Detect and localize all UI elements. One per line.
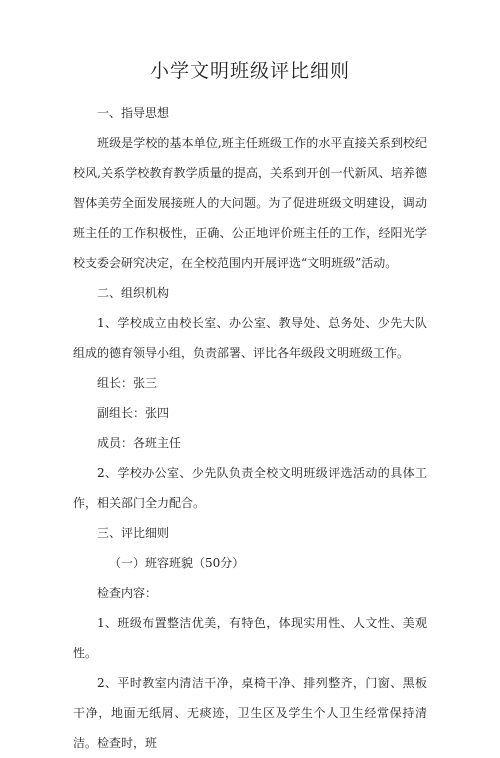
document-title: 小学文明班级评比细则 xyxy=(149,60,350,82)
paragraph-inspection-content: 检查内容： xyxy=(97,586,158,600)
paragraph-rule-2: 2、平时教室内清洁干净，桌椅干净、排列整齐，门窗、黑板干净，地面无纸屑、无痰迹，卫生区及学生个人卫生经常保持清洁。检查时，班 xyxy=(73,676,427,750)
paragraph-guiding-ideology: 班级是学校的基本单位,班主任班级工作的水平直接关系到校纪校风,关系学校教育教学质量的提高，关系到开创一代新风、培养德智体美劳全面发展接班人的大问题。为了促进班级文明建设，调动班主任的工作积极性，正确、公正地评价班主任的工作，经阳光学校支委会研究决定，在全校范围内开展评选“文明班级”活动。 xyxy=(73,136,427,270)
paragraph-organization-1: 1、学校成立由校长室、办公室、教导处、总务处、少先大队组成的德育领导小组，负责部署、评比各年级段文明班级工作。 xyxy=(73,316,427,360)
paragraph-group-leader: 组长：张三 xyxy=(97,376,158,390)
subsection-heading-class-appearance: （一）班容班貌（50分） xyxy=(109,556,245,570)
section-heading-evaluation-rules: 三、评比细则 xyxy=(97,526,170,540)
paragraph-rule-1: 1、班级布置整洁优美，有特色，体现实用性、人文性、美观性。 xyxy=(73,616,427,660)
paragraph-organization-2: 2、学校办公室、少先队负责全校文明班级评选活动的具体工作，相关部门全力配合。 xyxy=(73,466,427,510)
section-heading-organization: 二、组织机构 xyxy=(97,286,170,300)
paragraph-deputy-leader: 副组长：张四 xyxy=(97,406,170,420)
paragraph-members: 成员：各班主任 xyxy=(97,436,182,450)
section-heading-guiding-ideology: 一、指导思想 xyxy=(97,106,170,120)
